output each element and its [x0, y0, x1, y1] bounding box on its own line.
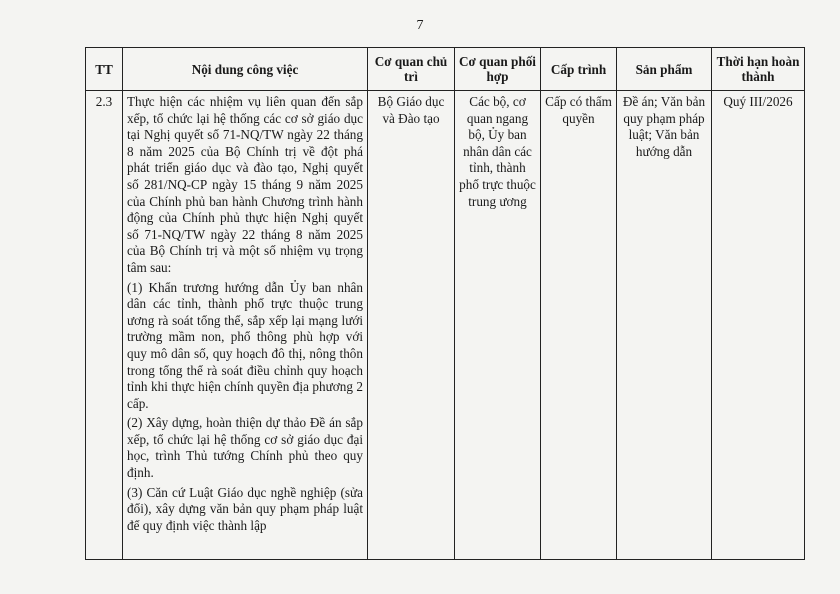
header-deadline: Thời hạn hoàn thành	[712, 48, 805, 91]
header-submission-level: Cấp trình	[541, 48, 617, 91]
header-coordinating-agency: Cơ quan phối hợp	[455, 48, 541, 91]
content-paragraph: (3) Căn cứ Luật Giáo dục nghề nghiệp (sửa đổi), xây dựng văn bản quy phạm pháp luật để quy định việc thành lập	[127, 484, 363, 533]
row-product: Đề án; Văn bản quy phạm pháp luật; Văn bản hướng dẫn	[617, 91, 712, 560]
row-content	[123, 91, 368, 560]
table-row	[86, 91, 805, 560]
task-table	[85, 47, 805, 560]
row-submission-level: Cấp có thẩm quyền	[541, 91, 617, 560]
row-tt: 2.3	[86, 91, 123, 560]
content-paragraph: (1) Khẩn trương hướng dẫn Ủy ban nhân dân các tỉnh, thành phố trực thuộc trung ương rà soát tổng thể, sắp xếp lại mạng lưới trường mầm non, phổ thông phù hợp với quy mô dân số, quy hoạch đô thị, nông thôn trong tổng thể rà soát điều chỉnh quy hoạch tỉnh khi thực hiện chính quyền địa phương 2 cấp.	[127, 279, 363, 411]
header-tt: TT	[86, 48, 123, 91]
row-deadline: Quý III/2026	[712, 91, 805, 560]
row-coordinating-agency: Các bộ, cơ quan ngang bộ, Ủy ban nhân dân các tỉnh, thành phố trực thuộc trung ương	[455, 91, 541, 560]
header-content: Nội dung công việc	[123, 48, 368, 91]
row-lead-agency: Bộ Giáo dục và Đào tạo	[368, 91, 455, 560]
content-paragraph: (2) Xây dựng, hoàn thiện dự thảo Đề án sắp xếp, tổ chức lại hệ thống cơ sở giáo dục đại học, trình Thủ tướng Chính phủ theo quy định.	[127, 415, 363, 481]
header-product: Sản phẩm	[617, 48, 712, 91]
page-number: 7	[416, 18, 424, 33]
table-header-row	[86, 48, 805, 91]
content-paragraph: Thực hiện các nhiệm vụ liên quan đến sắp xếp, tổ chức lại hệ thống các cơ sở giáo dục tại Nghị quyết số 71-NQ/TW ngày 22 tháng 8 năm 2025 của Bộ Chính trị về đột phá phát triển giáo dục và đào tạo, Nghị quyết số 281/NQ-CP ngày 15 tháng 9 năm 2025 của Chính phủ ban hành Chương trình hành động của Chính phủ thực hiện Nghị quyết số 71-NQ/TW ngày 22 tháng 8 năm 2025 của Bộ Chính trị và một số nhiệm vụ trọng tâm sau:	[127, 94, 363, 275]
header-lead-agency: Cơ quan chủ trì	[368, 48, 455, 91]
